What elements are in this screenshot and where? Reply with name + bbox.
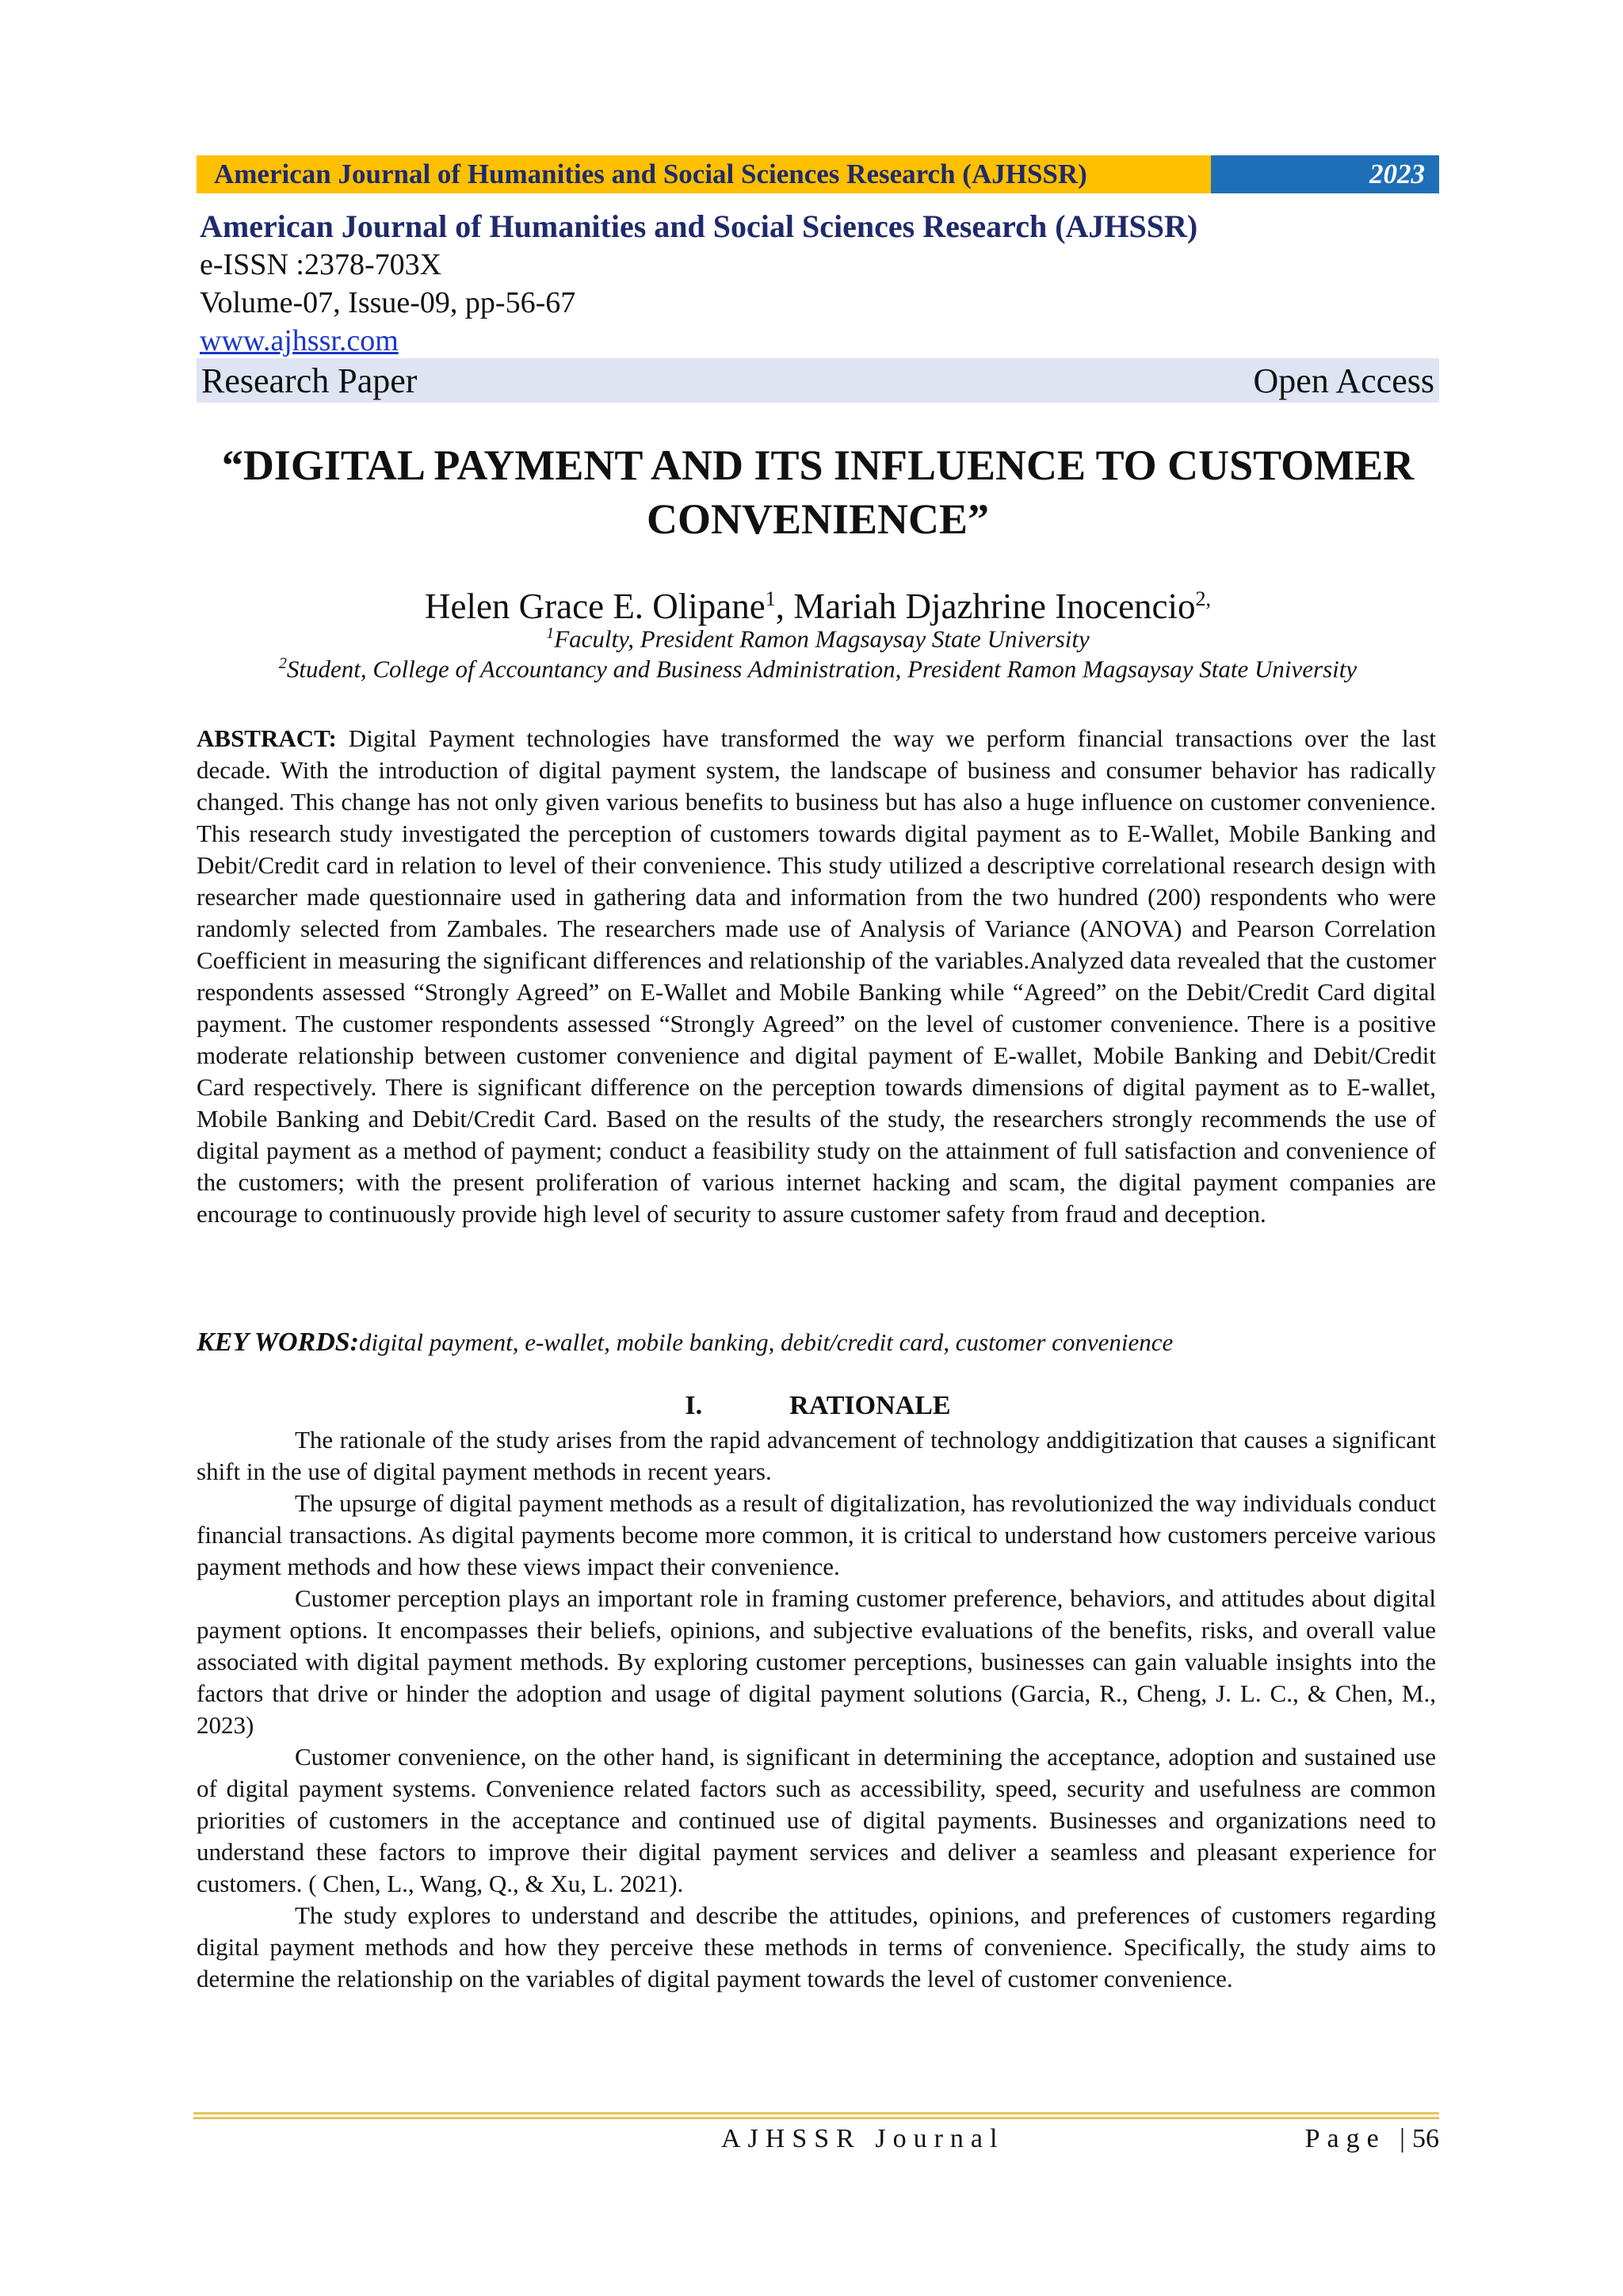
affiliation-2: [197, 655, 1439, 683]
issn: e-ISSN :2378-703X: [200, 248, 442, 281]
journal-name: American Journal of Humanities and Social Sciences Research (AJHSSR): [200, 208, 1198, 244]
paragraph: Customer perception plays an important role in framing customer preference, behaviors, and attitudes about digital payment options. It encompasses their beliefs, opinions, and subjective evaluations of the benefits, risks, and overall value associated with digital payment methods. By exploring customer perceptions, businesses can gain valuable insights into the factors that drive or hinder the adoption and usage of digital payment solutions (Garcia, R., Cheng, J. L. C., & Chen, M., 2023): [197, 1584, 1436, 1739]
journal-banner: [197, 155, 1439, 193]
paper-type: Research Paper: [201, 361, 418, 400]
paragraph: The upsurge of digital payment methods as a result of digitalization, has revolutionized the way individuals conduct financial transactions. As digital payments become more common, it is critical to understand how customers perceive various payment methods and how these views impact their convenience.: [197, 1489, 1436, 1580]
banner-year: 2023: [1211, 155, 1439, 193]
keywords-text: digital payment, e-wallet, mobile banking, debit/credit card, customer convenience: [359, 1328, 1174, 1356]
authors: [197, 577, 1439, 628]
paragraph: The study explores to understand and describe the attitudes, opinions, and preferences of customers regarding digital payment methods and how they perceive these methods in terms of convenience. Specifically, the study aims to determine the relationship on the variables of digital payment towards the level of customer convenience.: [197, 1901, 1436, 1992]
affil-2-text: Student, College of Accountancy and Business Administration, President Ramon Magsaysay State University: [286, 655, 1358, 683]
paragraph: The rationale of the study arises from the rapid advancement of technology anddigitization that causes a significant shift in the use of digital payment methods in recent years.: [197, 1426, 1436, 1485]
section-body: [197, 1424, 1436, 1995]
article-title: [197, 438, 1439, 546]
keywords: [197, 1325, 1436, 1360]
page-label: Page |: [1304, 2124, 1412, 2153]
affil-2-mark: 2: [278, 655, 287, 672]
footer-journal: AJHSSR Journal: [721, 2124, 1005, 2153]
website-link[interactable]: www.ajhssr.com: [200, 324, 399, 357]
author-1: Helen Grace E. Olipane: [424, 586, 766, 626]
keywords-label: KEY WORDS:: [197, 1328, 359, 1357]
author-separator: ,: [775, 586, 794, 626]
affiliation-1: [197, 625, 1439, 653]
section-number: I.: [685, 1391, 703, 1420]
title-line-2: CONVENIENCE”: [646, 495, 990, 543]
affil-1-text: Faculty, President Ramon Magsaysay State University: [554, 625, 1090, 653]
banner-title: American Journal of Humanities and Social Sciences Research (AJHSSR): [197, 155, 1211, 193]
abstract-label: ABSTRACT:: [197, 724, 337, 752]
title-line-1: “DIGITAL PAYMENT AND ITS INFLUENCE TO CUSTOMER: [221, 441, 1415, 489]
section-title: RATIONALE: [789, 1391, 951, 1420]
paragraph: Customer convenience, on the other hand, is significant in determining the acceptance, adoption and sustained use of digital payment systems. Convenience related factors such as accessibility, speed, security and usefulness are common priorities of customers in the acceptance and continued use of digital payments. Businesses and organizations need to understand these factors to improve their digital payment services and deliver a seamless and pleasant experience for customers. ( Chen, L., Wang, Q., & Xu, L. 2021).: [197, 1743, 1436, 1897]
abstract-text: Digital Payment technologies have transformed the way we perform financial transactions over the last decade. With the introduction of digital payment system, the landscape of business and consumer behavior has radically changed. This change has not only given various benefits to business but has also a huge influence on customer convenience. This research study investigated the perception of customers towards digital payment as to E-Wallet, Mobile Banking and Debit/Credit card in relation to level of their convenience. This study utilized a descriptive correlational research design with researcher made questionnaire used in gathering data and information from the two hundred (200) respondents who were randomly selected from Zambales. The researchers made use of Analysis of Variance (ANOVA) and Pearson Correlation Coefficient in measuring the significant differences and relationship of the variables.Analyzed data revealed that the customer respondents assessed “Strongly Agreed” on E-Wallet and Mobile Banking while “Agreed” on the Debit/Credit Card digital payment. The customer respondents assessed “Strongly Agreed” on the level of customer convenience. There is a positive moderate relationship between customer convenience and digital payment of E-wallet, Mobile Banking and Debit/Credit Card respectively. There is significant difference on the perception towards dimensions of digital payment as to E-wallet, Mobile Banking and Debit/Credit Card. Based on the results of the study, the researchers strongly recommends the use of digital payment as a method of payment; conduct a feasibility study on the attainment of full satisfaction and convenience of the customers; with the present proliferation of various internet hacking and scam, the digital payment companies are encourage to continuously provide high level of security to assure customer safety from fraud and deception.: [197, 724, 1436, 1228]
volume-info: Volume-07, Issue-09, pp-56-67: [200, 286, 576, 319]
access-type: Open Access: [1253, 361, 1434, 400]
affil-1-mark: 1: [546, 625, 555, 642]
author-2-affil-mark: 2,: [1195, 587, 1212, 610]
section-heading: [197, 1389, 1439, 1423]
author-1-affil-mark: 1: [765, 587, 776, 610]
footer-page: [1305, 2124, 1439, 2154]
page-number: 56: [1412, 2124, 1439, 2153]
footer-rule: [193, 2112, 1439, 2119]
paper-type-bar: [197, 358, 1439, 403]
author-2: Mariah Djazhrine Inocencio: [793, 586, 1196, 626]
abstract: [197, 723, 1436, 1230]
journal-info: [200, 208, 1436, 360]
